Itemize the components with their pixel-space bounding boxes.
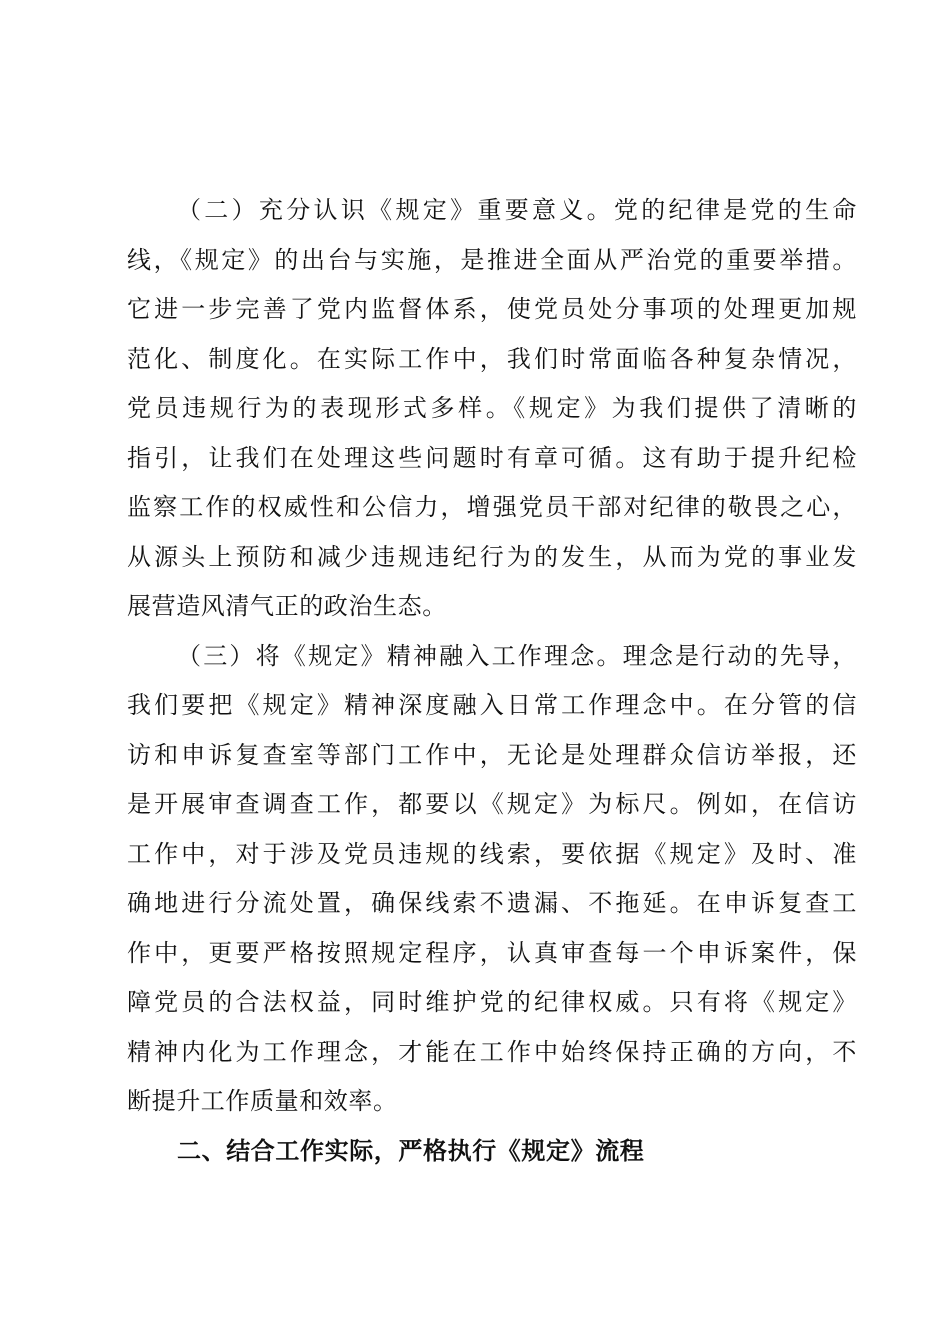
paragraph-line: 线，《规定》的出台与实施，是推进全面从严治党的重要举措。 <box>127 245 857 274</box>
paragraph-line: 监察工作的权威性和公信力，增强党员干部对纪律的敬畏之心， <box>127 493 857 521</box>
paragraph-line: 障党员的合法权益，同时维护党的纪律权威。只有将《规定》 <box>127 988 857 1016</box>
paragraph-line: 是开展审查调查工作，都要以《规定》为标尺。例如，在信访 <box>127 790 857 818</box>
paragraph-line: 我们要把《规定》精神深度融入日常工作理念中。在分管的信 <box>127 691 857 719</box>
paragraph-line: 精神内化为工作理念，才能在工作中始终保持正确的方向，不 <box>127 1037 857 1066</box>
paragraph-line: （二）充分认识《规定》重要意义。党的纪律是党的生命 <box>177 196 857 224</box>
paragraph-line: 它进一步完善了党内监督体系，使党员处分事项的处理更加规 <box>127 295 857 323</box>
paragraph-line: 从源头上预防和减少违规违纪行为的发生，从而为党的事业发 <box>127 542 857 571</box>
paragraph-line: 断提升工作质量和效率。 <box>127 1087 398 1115</box>
section-heading: 二、结合工作实际，严格执行《规定》流程 <box>177 1136 645 1165</box>
paragraph-line: 确地进行分流处置，确保线索不遗漏、不拖延。在申诉复查工 <box>127 889 857 917</box>
paragraph-line: 展营造风清气正的政治生态。 <box>127 592 447 620</box>
paragraph-line: 党员违规行为的表现形式多样。《规定》为我们提供了清晰的 <box>127 394 857 422</box>
paragraph-line: 工作中，对于涉及党员违规的线索，要依据《规定》及时、准 <box>127 839 857 868</box>
paragraph-line: 指引，让我们在处理这些问题时有章可循。这有助于提升纪检 <box>127 443 857 472</box>
paragraph-line: 访和申诉复查室等部门工作中，无论是处理群众信访举报，还 <box>127 740 857 769</box>
paragraph-line: （三）将《规定》精神融入工作理念。理念是行动的先导， <box>177 641 857 670</box>
paragraph-line: 范化、制度化。在实际工作中，我们时常面临各种复杂情况， <box>127 344 857 373</box>
document-body <box>127 186 857 1127</box>
paragraph-line: 作中，更要严格按照规定程序，认真审查每一个申诉案件，保 <box>127 938 857 967</box>
